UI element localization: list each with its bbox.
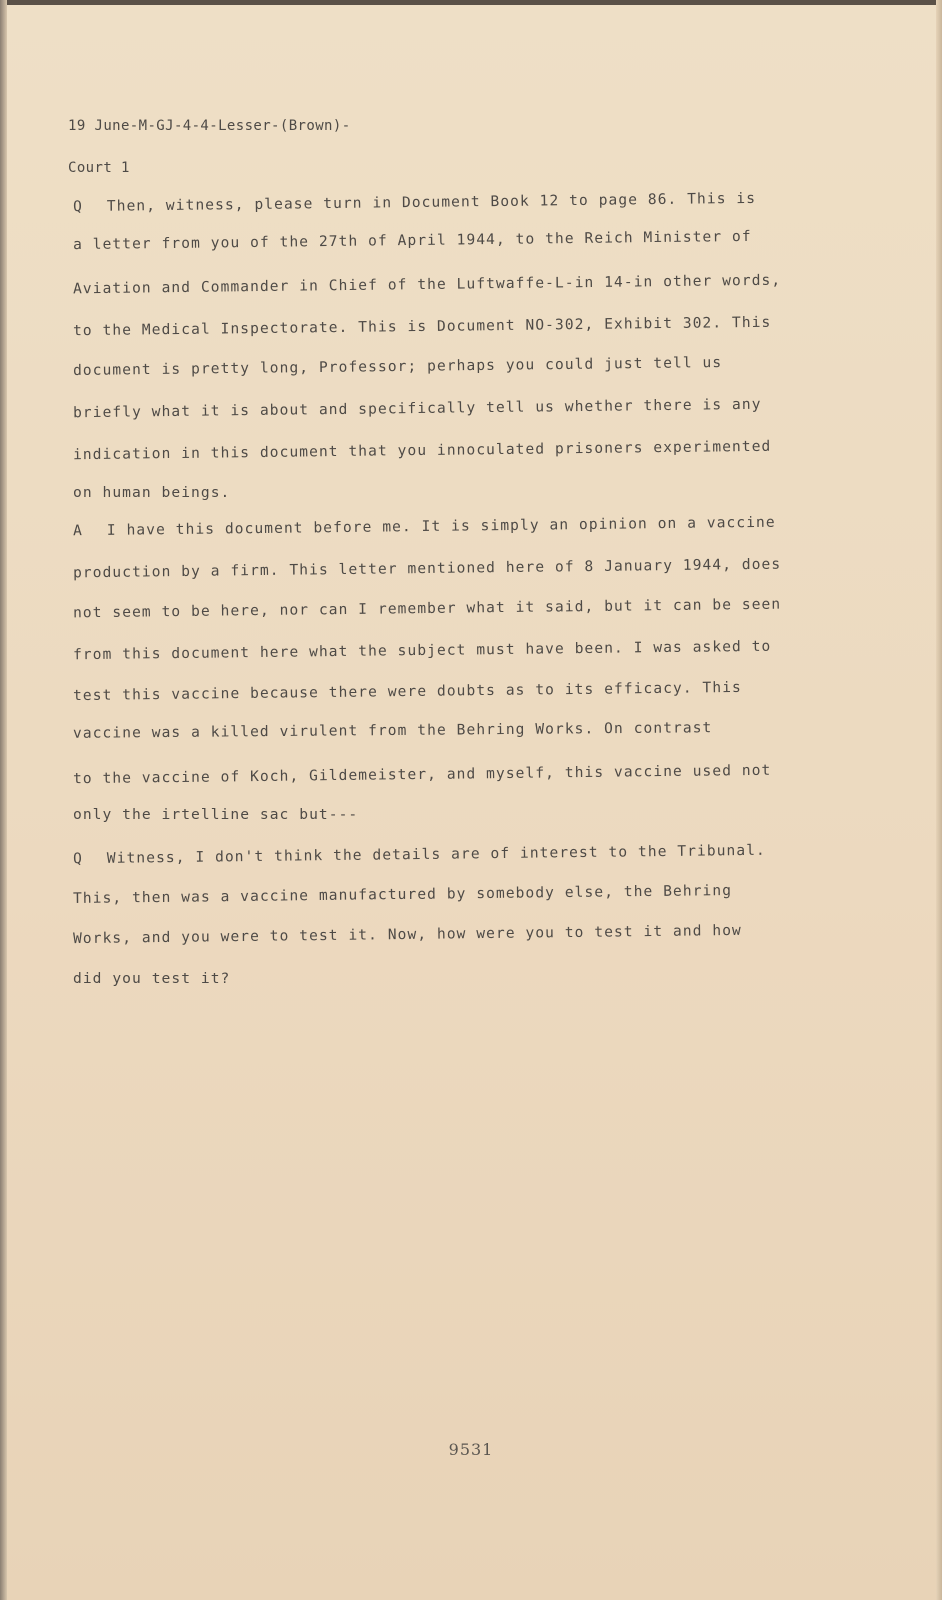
question-marker: Q: [72, 198, 83, 216]
paragraph-line: This, then was a vaccine manufactured by somebody else, the Behring: [72, 881, 733, 908]
paragraph-line: Works, and you were to test it. Now, how were you to test it and how: [72, 921, 742, 948]
paragraph-line: Q Then, witness, please turn in Document Book 12 to page 86. This is: [72, 189, 757, 216]
paragraph-line: Aviation and Commander in Chief of the Luftwaffe-L-in 14-in other words,: [72, 271, 782, 298]
paragraph-line: from this document here what the subject must have been. I was asked to: [72, 637, 772, 664]
paragraph-line: vaccine was a killed virulent from the Behring Works. On contrast: [72, 719, 713, 742]
paragraph-line: did you test it?: [73, 970, 231, 987]
paragraph-line: on human beings.: [73, 484, 231, 501]
page-left-edge: [0, 0, 7, 1600]
paragraph-line: indication in this document that you innoculated prisoners experimented: [72, 437, 772, 464]
page-top-edge: [0, 0, 942, 5]
paragraph-line: test this vaccine because there were doubts as to its efficacy. This: [72, 678, 742, 705]
page-right-edge: [936, 0, 942, 1600]
transcript-reference: 19 June-M-GJ-4-4-Lesser-(Brown)-: [68, 118, 351, 134]
paragraph-line: to the Medical Inspectorate. This is Document NO-302, Exhibit 302. This: [72, 313, 772, 340]
paragraph-line: not seem to be here, nor can I remember what it said, but it can be seen: [72, 595, 782, 622]
question-marker: Q: [72, 850, 83, 868]
paragraph-line: a letter from you of the 27th of April 1944, to the Reich Minister of: [72, 227, 752, 254]
paragraph-line: document is pretty long, Professor; perhaps you could just tell us: [72, 354, 723, 379]
paragraph-line: only the irtelline sac but---: [73, 806, 359, 823]
paragraph-line: to the vaccine of Koch, Gildemeister, and myself, this vaccine used not: [72, 761, 772, 788]
paragraph-line: briefly what it is about and specifically tell us whether there is any: [72, 395, 762, 422]
page-number: 9531: [448, 1440, 494, 1459]
paragraph-line: production by a firm. This letter mentioned here of 8 January 1944, does: [72, 555, 782, 582]
paragraph-line: Q Witness, I don't think the details are of interest to the Tribunal.: [72, 841, 766, 868]
paragraph-line: A I have this document before me. It is simply an opinion on a vaccine: [72, 513, 776, 540]
court-label: Court 1: [68, 160, 130, 176]
answer-marker: A: [72, 522, 83, 540]
